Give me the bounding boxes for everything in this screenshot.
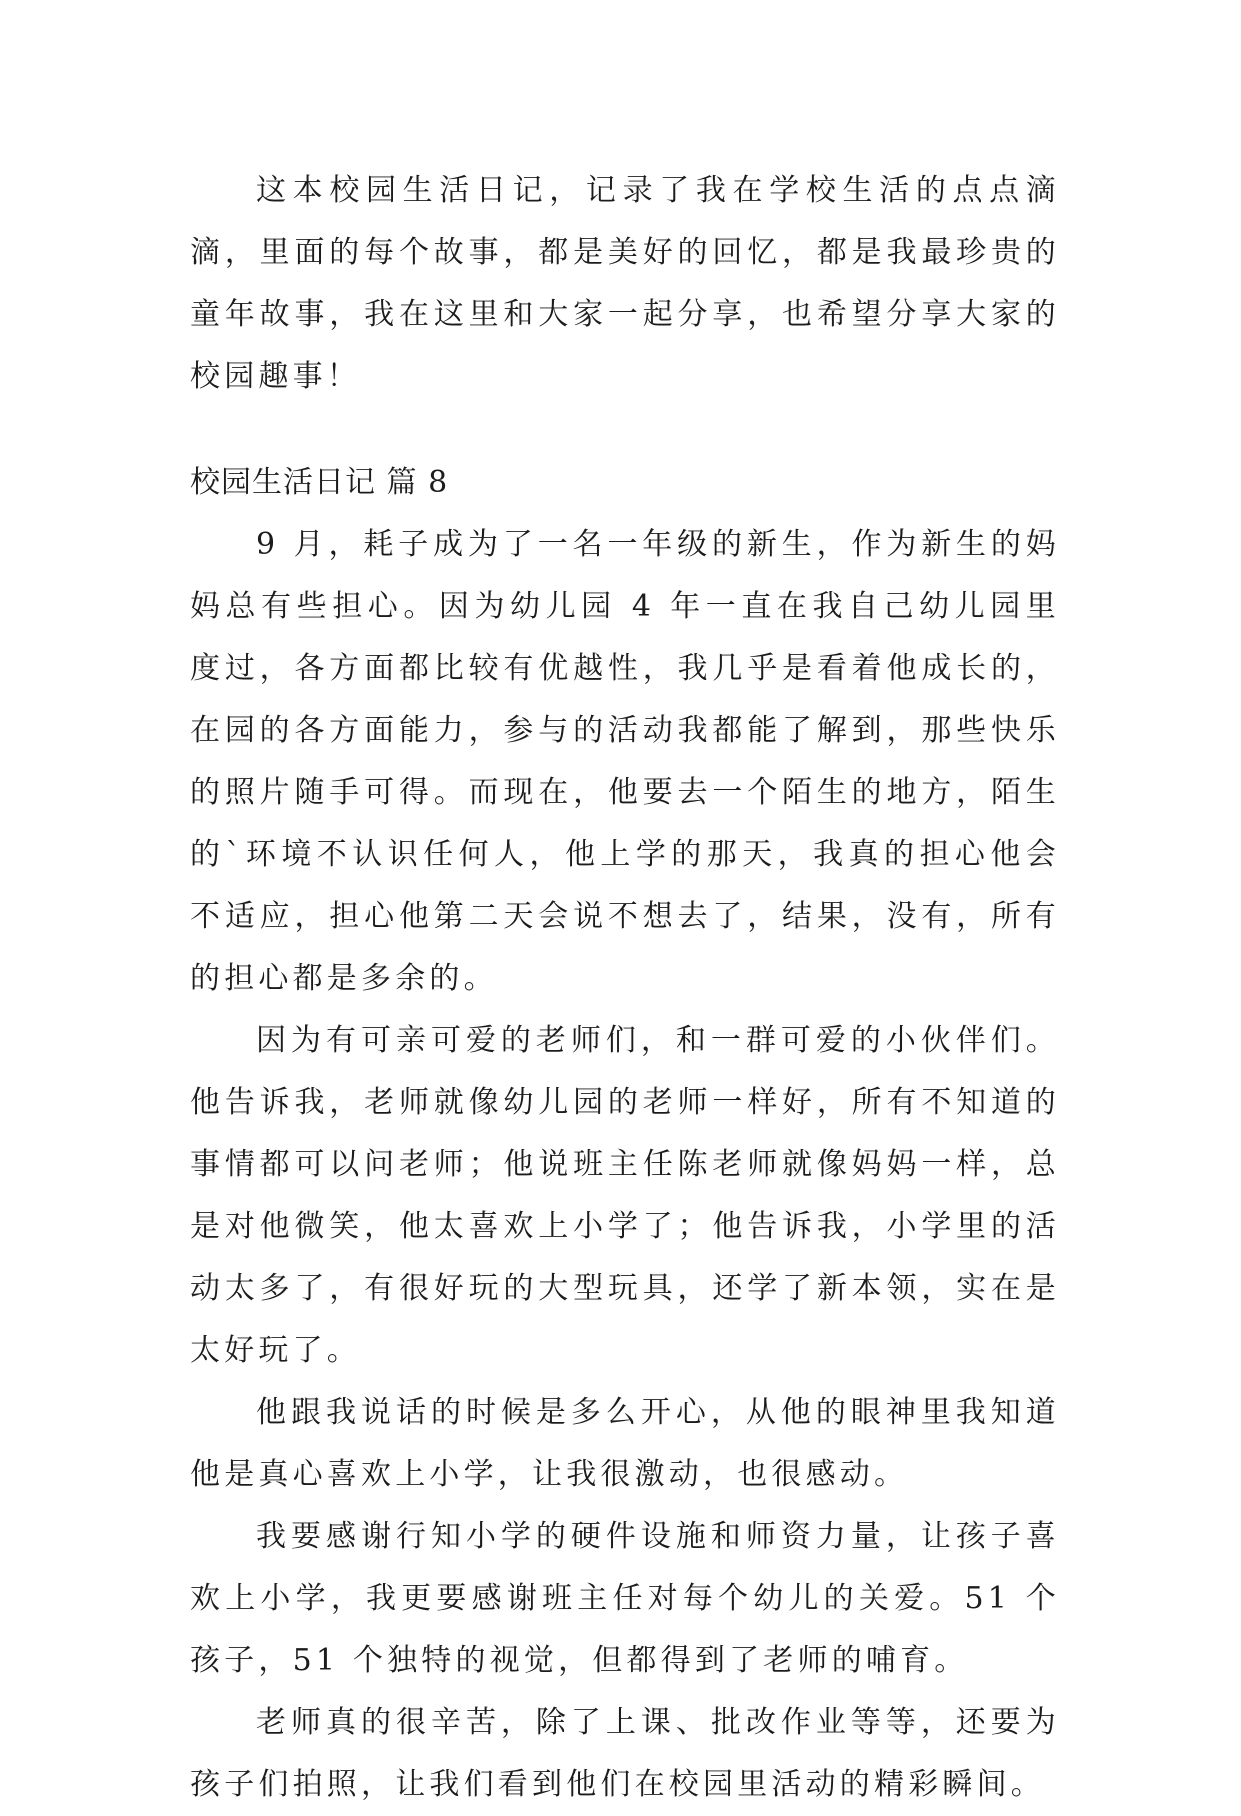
- body-paragraph-1: 9 月，耗子成为了一名一年级的新生，作为新生的妈妈总有些担心。因为幼儿园 4 年一直在我自己幼儿园里度过，各方面都比较有优越性，我几乎是看着他成长的，在园的各方面能力，参与的活动我都能了解到，那些快乐的照片随手可得。而现在，他要去一个陌生的地方，陌生的`环境不认识任何人，他上学的那天，我真的担心他会不适应，担心他第二天会说不想去了，结果，没有，所有的担心都是多余的。: [190, 527, 1060, 996]
- section-heading: 校园生活日记 篇 8: [190, 465, 449, 500]
- body-paragraph-5: 老师真的很辛苦，除了上课、批改作业等等，还要为孩子们拍照，让我们看到他们在校园里活动的精彩瞬间。: [190, 1705, 1060, 1802]
- body-paragraph-2: 因为有可亲可爱的老师们，和一群可爱的小伙伴们。他告诉我，老师就像幼儿园的老师一样好，所有不知道的事情都可以问老师；他说班主任陈老师就像妈妈一样，总是对他微笑，他太喜欢上小学了；他告诉我，小学里的活动太多了，有很好玩的大型玩具，还学了新本领，实在是太好玩了。: [190, 1023, 1060, 1368]
- body-paragraph-4: 我要感谢行知小学的硬件设施和师资力量，让孩子喜欢上小学，我更要感谢班主任对每个幼儿的关爱。51 个孩子，51 个独特的视觉，但都得到了老师的哺育。: [190, 1519, 1060, 1678]
- body-paragraph-3: 他跟我说话的时候是多么开心，从他的眼神里我知道他是真心喜欢上小学，让我很激动，也很感动。: [190, 1395, 1060, 1492]
- document-body: [190, 160, 1060, 1816]
- intro-paragraph: 这本校园生活日记，记录了我在学校生活的点点滴滴，里面的每个故事，都是美好的回忆，都是我最珍贵的童年故事，我在这里和大家一起分享，也希望分享大家的校园趣事！: [190, 173, 1060, 394]
